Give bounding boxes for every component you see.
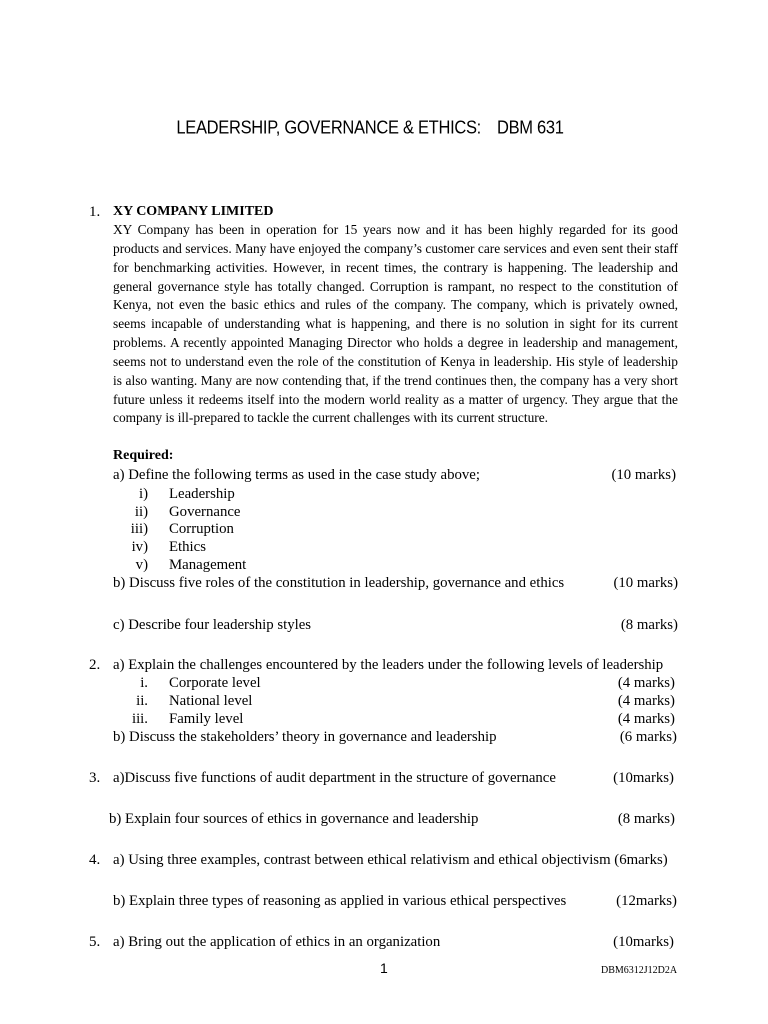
- case-study-text: XY Company has been in operation for 15 years now and it has been highly regarded for its good products and services. Many have enjoyed the company’s customer care services and even sent their staff for benchmarking activities. However, in recent times, the contrary is happening. The leadership and general governance style has totally changed. Corruption is rampant, no respect to the constitution of Kenya, not even the basic ethics and rules of the company. The company, which is privately owned, seems incapable of understanding what is happening, and there is no solution in sight for its current problems. A recently appointed Managing Director who holds a degree in leadership and management, seems not to understand even the role of the constitution of Kenya in leadership. His style of leadership is also wanting. Many are now contending that, if the trend continues then, the company has a very short future unless it redeems itself into the modern world reality as a matter of urgency. They argue that the company is ill-prepared to tackle the current challenges with its current structure.: [113, 222, 678, 426]
- page-number: 1: [380, 960, 388, 976]
- term-number: iv): [131, 539, 148, 555]
- question-5-number: 5.: [89, 934, 101, 950]
- level-national: National level: [169, 693, 253, 709]
- term-governance: Governance: [169, 504, 241, 520]
- question-2b-text: b) Discuss the stakeholders’ theory in governance and leadership: [113, 729, 497, 745]
- question-4a-text: a) Using three examples, contrast between ethical relativism and ethical objectivism (6marks): [113, 852, 668, 868]
- question-1c-text: c) Describe four leadership styles: [113, 617, 312, 633]
- title-main: LEADERSHIP, GOVERNANCE & ETHICS:: [176, 118, 481, 138]
- term-ethics: Ethics: [169, 539, 206, 555]
- term-leadership: Leadership: [169, 486, 235, 502]
- question-1a-marks: (10 marks): [611, 467, 676, 483]
- question-5a-text: a) Bring out the application of ethics in an organization: [113, 934, 441, 950]
- term-management: Management: [169, 557, 247, 573]
- term-number: ii): [134, 504, 148, 520]
- level-number: iii.: [131, 711, 148, 727]
- level-family: Family level: [169, 711, 244, 727]
- term-number: iii): [130, 521, 148, 537]
- term-corruption: Corruption: [169, 521, 234, 537]
- question-3b-marks: (8 marks): [617, 811, 675, 827]
- question-1b-text: b) Discuss five roles of the constitution in leadership, governance and ethics: [113, 575, 565, 591]
- question-4b-marks: (12marks): [616, 893, 677, 909]
- question-1a-text: a) Define the following terms as used in the case study above;: [113, 467, 480, 483]
- question-3-number: 3.: [89, 770, 101, 786]
- page-title: [0, 118, 740, 139]
- level-family-marks: (4 marks): [617, 711, 675, 727]
- level-number: i.: [140, 675, 148, 691]
- question-2-number: 2.: [89, 657, 101, 673]
- question-4b-text: b) Explain three types of reasoning as applied in various ethical perspectives: [113, 893, 567, 909]
- question-2b-marks: (6 marks): [619, 729, 677, 745]
- question-3a-marks: (10marks): [613, 770, 674, 786]
- document-code: DBM6312J12D2A: [601, 965, 678, 976]
- question-2a-text: a) Explain the challenges encountered by the leaders under the following levels of leadership: [113, 657, 664, 673]
- level-corporate-marks: (4 marks): [617, 675, 675, 691]
- question-1b-marks: (10 marks): [613, 575, 678, 591]
- level-number: ii.: [136, 693, 148, 709]
- question-3b-text: b) Explain four sources of ethics in governance and leadership: [109, 811, 479, 827]
- question-3a-text: a)Discuss five functions of audit department in the structure of governance: [113, 770, 556, 786]
- question-4-number: 4.: [89, 852, 101, 868]
- term-number: i): [138, 486, 148, 502]
- question-1c-marks: (8 marks): [620, 617, 678, 633]
- level-national-marks: (4 marks): [617, 693, 675, 709]
- course-code: DBM 631: [496, 118, 564, 138]
- level-corporate: Corporate level: [169, 675, 261, 691]
- required-label: Required:: [113, 448, 174, 463]
- case-study-heading: XY COMPANY LIMITED: [113, 204, 274, 219]
- question-5a-marks: (10marks): [613, 934, 674, 950]
- question-1-number: 1.: [89, 204, 101, 220]
- term-number: v): [135, 557, 148, 573]
